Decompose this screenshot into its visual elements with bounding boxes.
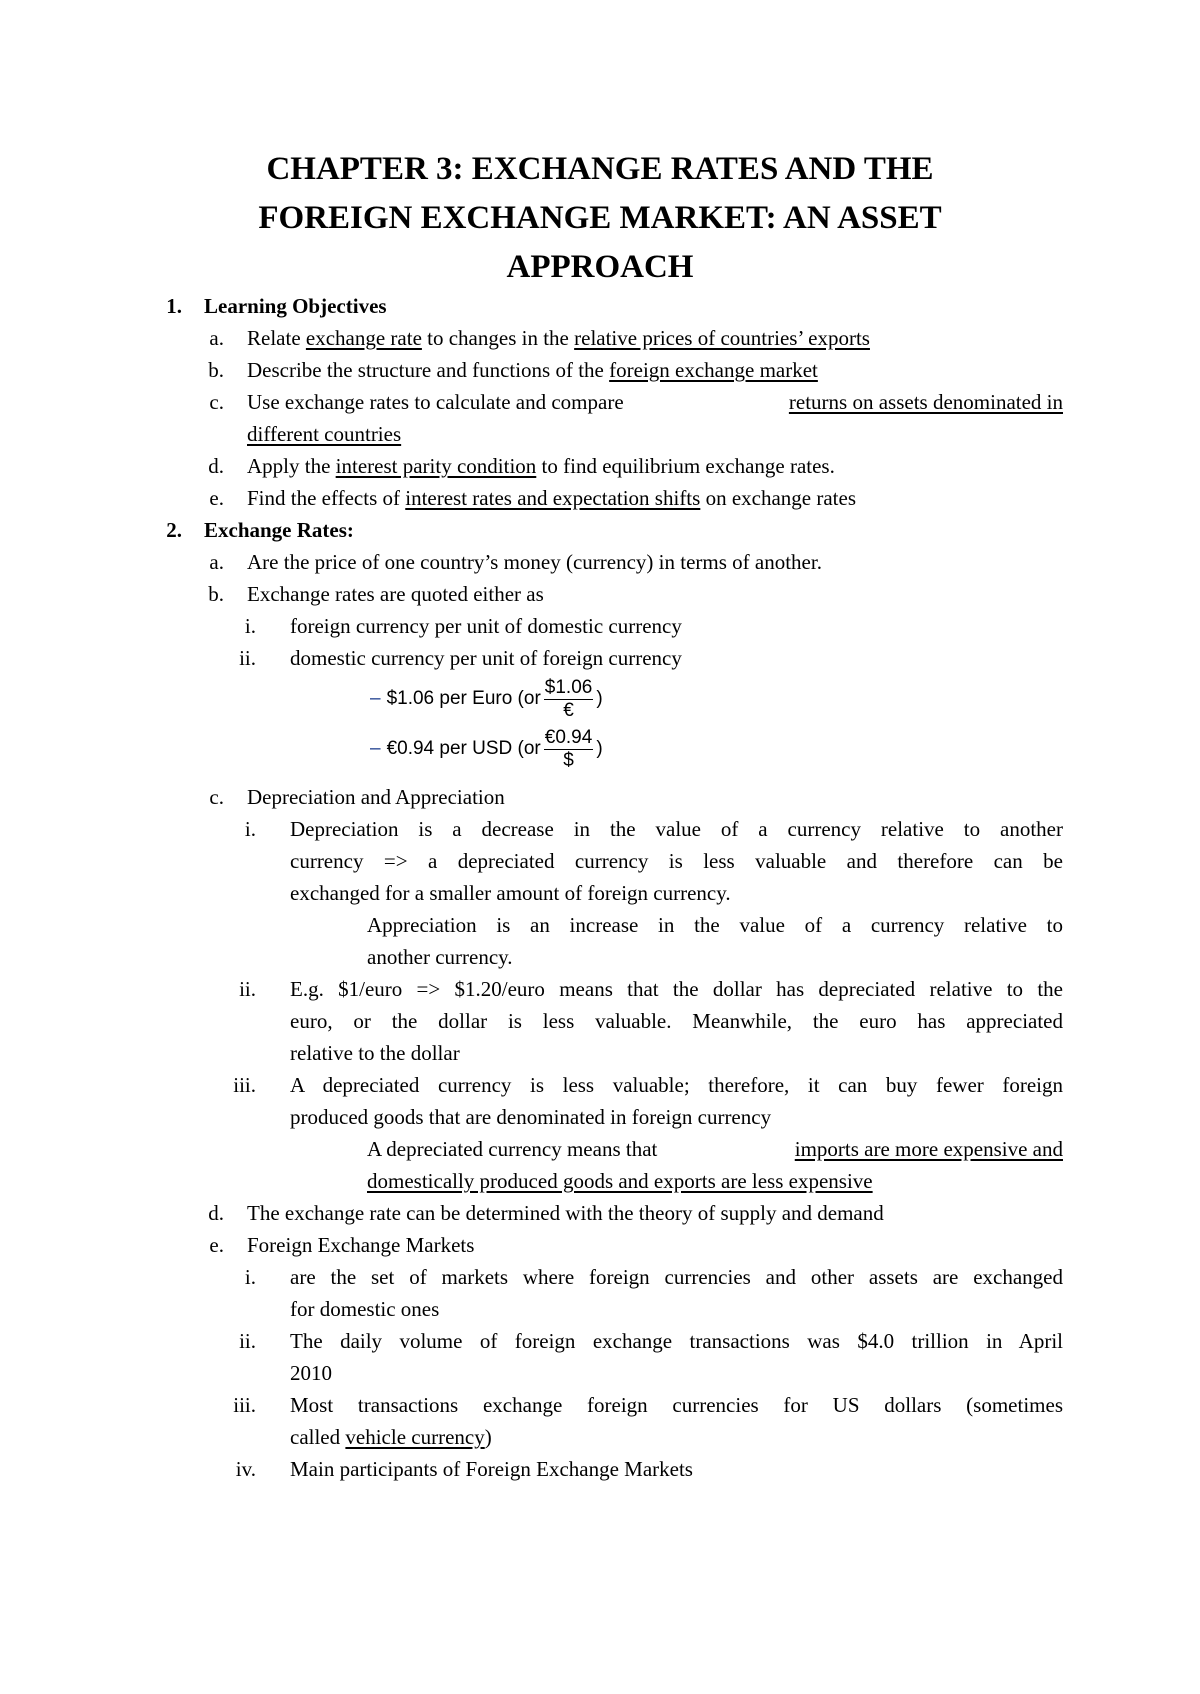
list-item: A depreciated currency is less valuable; therefore, it can buy fewer foreign [290,1073,1063,1097]
list-item: domestic currency per unit of foreign currency [290,646,682,670]
list-marker: d. [208,1201,224,1225]
formula-euro-per-usd: – €0.94 per USD (or $\frac{€0.94}{\$}$ ) [370,726,603,771]
list-item-continued: currency => a depreciated currency is less valuable and therefore can be [290,849,1063,873]
list-marker: a. [209,326,224,350]
list-item-continued: 2010 [290,1361,332,1385]
list-item: Depreciation and Appreciation [247,785,505,809]
list-item: foreign currency per unit of domestic currency [290,614,682,638]
note-text: Appreciation is an increase in the value of a currency relative to [367,913,1063,937]
section-1-heading: Learning Objectives [204,294,387,318]
note-text-continued: domestically produced goods and exports are less expensive [367,1169,873,1193]
list-marker: i. [244,1265,256,1289]
list-item: The daily volume of foreign exchange transactions was $4.0 trillion in April [290,1329,1063,1353]
list-item: Apply the interest parity condition to find equilibrium exchange rates. [247,454,835,478]
section-1-number: 1. [166,294,182,318]
list-marker: iii. [233,1073,256,1097]
formula-usd-per-euro: – $1.06 per Euro (or $\frac{\$1.06}{€}$ ) [370,676,603,721]
list-item-continued: called vehicle currency) [290,1425,492,1449]
fraction: $\frac{€0.94}{\$}$ [544,726,593,771]
list-item-continued: different countries [247,422,402,446]
list-item: Exchange rates are quoted either as [247,582,544,606]
list-marker: i. [244,614,256,638]
list-marker: d. [208,454,224,478]
list-item-continued: relative to the dollar [290,1041,460,1065]
list-item: Use exchange rates to calculate and compare returns on assets denominated in [247,390,1063,414]
note-text-continued: another currency. [367,945,513,969]
list-item: Are the price of one country’s money (currency) in terms of another. [247,550,822,574]
list-marker: i. [244,817,256,841]
list-marker: iv. [235,1457,256,1481]
list-marker: iii. [233,1393,256,1417]
list-item: are the set of markets where foreign currencies and other assets are exchanged [290,1265,1063,1289]
list-item-continued: for domestic ones [290,1297,440,1321]
section-2-heading: Exchange Rates: [204,518,354,542]
list-item: Main participants of Foreign Exchange Markets [290,1457,693,1481]
list-item: Foreign Exchange Markets [247,1233,475,1257]
list-marker: ii. [239,646,256,670]
list-item-continued: produced goods that are denominated in foreign currency [290,1105,772,1129]
list-item: Relate exchange rate to changes in the relative prices of countries’ exports [247,326,870,350]
list-marker: e. [209,1233,224,1257]
list-item: E.g. $1/euro => $1.20/euro means that the dollar has depreciated relative to the [290,977,1063,1001]
list-marker: ii. [239,1329,256,1353]
title-line-2: FOREIGN EXCHANGE MARKET: AN ASSET [258,200,942,236]
list-marker: b. [208,582,224,606]
fraction: $\frac{\$1.06}{€}$ [544,676,593,721]
list-item: Most transactions exchange foreign currencies for US dollars (sometimes [290,1393,1063,1417]
list-marker: b. [208,358,224,382]
title-line-3: APPROACH [506,249,694,285]
note-text: A depreciated currency means that imports are more expensive and [367,1137,1063,1161]
list-marker: e. [209,486,224,510]
list-marker: c. [209,785,224,809]
list-item: The exchange rate can be determined with the theory of supply and demand [247,1201,884,1225]
list-item-continued: euro, or the dollar is less valuable. Meanwhile, the euro has appreciated [290,1009,1063,1033]
list-marker: ii. [239,977,256,1001]
list-item: Depreciation is a decrease in the value of a currency relative to another [290,817,1063,841]
page-title [160,145,1040,292]
list-marker: c. [209,390,224,414]
list-marker: a. [209,550,224,574]
section-2-number: 2. [166,518,182,542]
list-item-continued: exchanged for a smaller amount of foreign currency. [290,881,731,905]
list-item: Find the effects of interest rates and expectation shifts on exchange rates [247,486,857,510]
title-line-1: CHAPTER 3: EXCHANGE RATES AND THE [266,151,934,187]
list-item: Describe the structure and functions of the foreign exchange market [247,358,818,382]
